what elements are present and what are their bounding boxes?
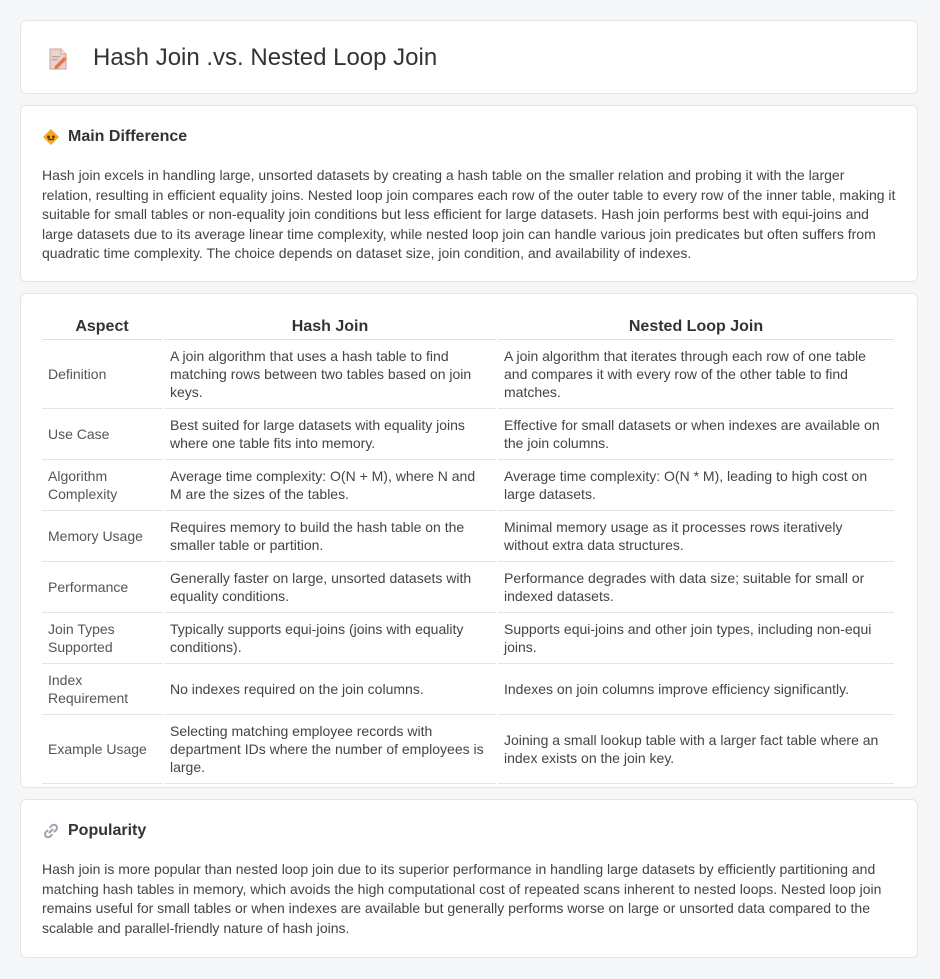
table-row xyxy=(42,664,894,715)
row-hash-join: Requires memory to build the hash table on the smaller table or partition. xyxy=(164,511,496,562)
row-nested-loop-join: Performance degrades with data size; suitable for small or indexed datasets. xyxy=(498,562,894,613)
title-card xyxy=(20,20,918,94)
page-title: Hash Join .vs. Nested Loop Join xyxy=(93,44,438,71)
row-hash-join: No indexes required on the join columns. xyxy=(164,664,496,715)
row-aspect: Definition xyxy=(42,340,162,409)
row-nested-loop-join: Average time complexity: O(N * M), leading to high cost on large datasets. xyxy=(498,460,894,511)
table-row xyxy=(42,715,894,784)
table-header-row xyxy=(42,314,894,340)
diamond-warning-icon xyxy=(42,128,60,146)
row-hash-join: Typically supports equi-joins (joins with equality conditions). xyxy=(164,613,496,664)
row-aspect: Index Requirement xyxy=(42,664,162,715)
table-row xyxy=(42,562,894,613)
main-difference-heading-text: Main Difference xyxy=(68,128,188,145)
row-hash-join: Best suited for large datasets with equality joins where one table fits into memory. xyxy=(164,409,496,460)
header-nested-loop-join: Nested Loop Join xyxy=(498,314,894,340)
row-nested-loop-join: Joining a small lookup table with a larger fact table where an index exists on the join key. xyxy=(498,715,894,784)
row-nested-loop-join: Effective for small datasets or when indexes are available on the join columns. xyxy=(498,409,894,460)
row-nested-loop-join: Supports equi-joins and other join types, including non-equi joins. xyxy=(498,613,894,664)
document-edit-icon xyxy=(47,47,69,71)
table-row xyxy=(42,460,894,511)
link-icon xyxy=(42,822,60,840)
main-difference-heading xyxy=(42,127,896,147)
header-aspect: Aspect xyxy=(42,314,162,340)
row-nested-loop-join: Indexes on join columns improve efficiency significantly. xyxy=(498,664,894,715)
popularity-text: Hash join is more popular than nested loop join due to its superior performance in handling large datasets by efficiently partitioning and matching hash tables in memory, which avoids the high computational cost of repeated scans inherent to nested loops. Nested loop join remains useful for small tables or when indexes are available but generally performs worse on large or unsorted data compared to the scalable and parallel-friendly nature of hash joins. xyxy=(42,861,882,936)
row-nested-loop-join: A join algorithm that iterates through each row of one table and compares it with every row of the other table to find matches. xyxy=(498,340,894,409)
table-row xyxy=(42,409,894,460)
popularity-heading xyxy=(42,821,896,841)
row-hash-join: A join algorithm that uses a hash table to find matching rows between two tables based on join keys. xyxy=(164,340,496,409)
main-difference-text: Hash join excels in handling large, unsorted datasets by creating a hash table on the smaller relation and probing it with the larger relation, resulting in efficient equality joins. Nested loop join compares each row of the outer table to every row of the inner table, making it suitable for small tables or non-equality join conditions but less efficient for large datasets. Hash join performs best with equi-joins and large datasets due to its average linear time complexity, while nested loop join can handle various join predicates but often suffers from quadratic time complexity. The choice depends on dataset size, join condition, and availability of indexes. xyxy=(42,167,896,261)
row-aspect: Use Case xyxy=(42,409,162,460)
row-aspect: Example Usage xyxy=(42,715,162,784)
row-hash-join: Selecting matching employee records with department IDs where the number of employees is large. xyxy=(164,715,496,784)
table-row xyxy=(42,340,894,409)
row-aspect: Join Types Supported xyxy=(42,613,162,664)
main-difference-section xyxy=(20,105,918,282)
row-hash-join: Generally faster on large, unsorted datasets with equality conditions. xyxy=(164,562,496,613)
row-nested-loop-join: Minimal memory usage as it processes rows iteratively without extra data structures. xyxy=(498,511,894,562)
table-row xyxy=(42,613,894,664)
popularity-section xyxy=(20,799,918,958)
table-row xyxy=(42,511,894,562)
row-aspect: Memory Usage xyxy=(42,511,162,562)
row-hash-join: Average time complexity: O(N + M), where N and M are the sizes of the tables. xyxy=(164,460,496,511)
popularity-heading-text: Popularity xyxy=(68,822,147,839)
row-aspect: Performance xyxy=(42,562,162,613)
comparison-section xyxy=(20,293,918,788)
row-aspect: Algorithm Complexity xyxy=(42,460,162,511)
comparison-table xyxy=(40,314,896,784)
header-hash-join: Hash Join xyxy=(164,314,496,340)
